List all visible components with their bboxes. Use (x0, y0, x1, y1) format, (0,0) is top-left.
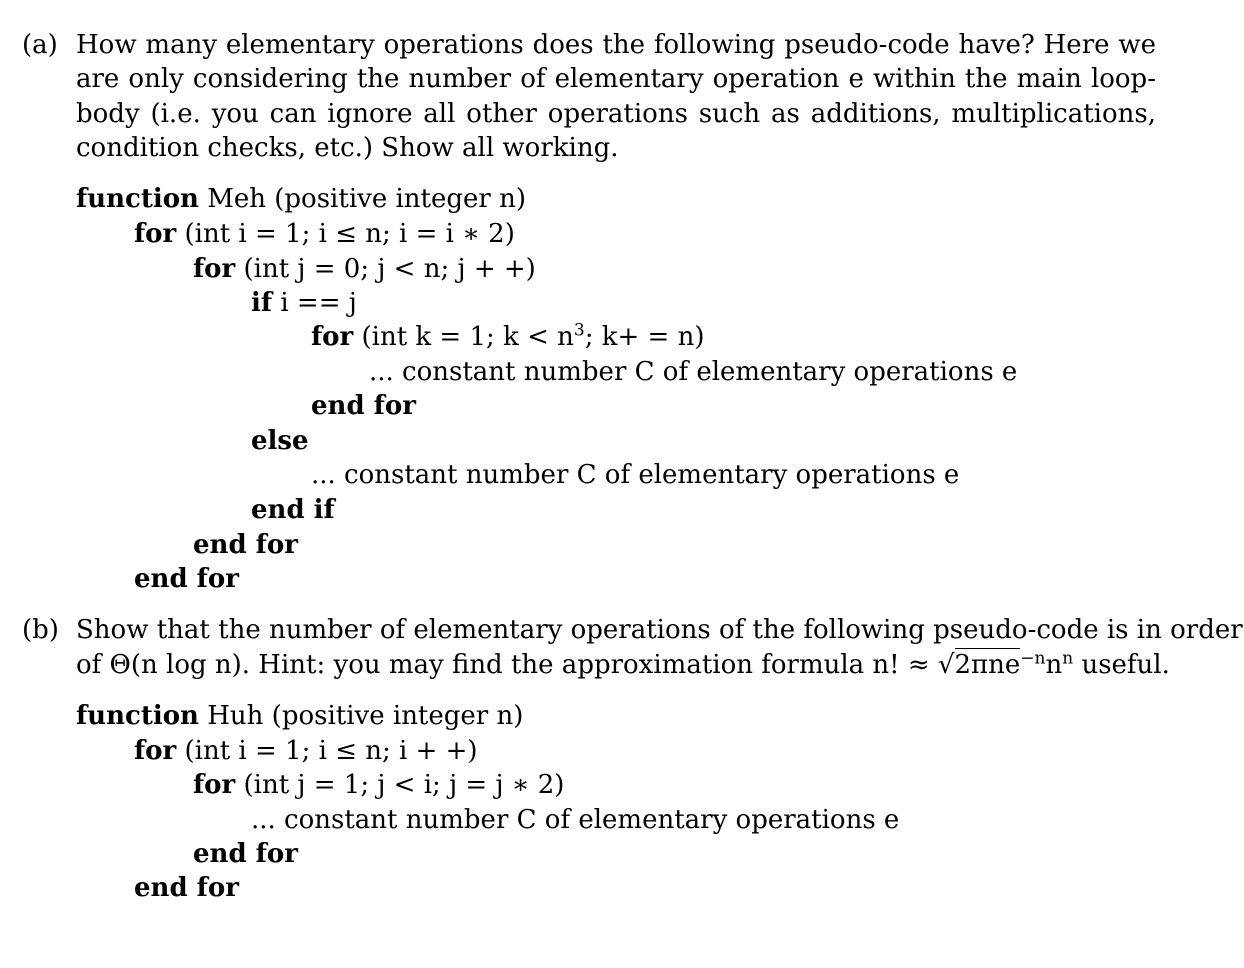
for-keyword: for (193, 254, 236, 284)
meh-outer-loop (134, 217, 515, 251)
meh-middle-loop (193, 252, 536, 286)
loop-header-start: (int k = 1; k < n (361, 322, 574, 352)
part-b-label: (b) (22, 615, 59, 645)
loop-header: (int j = 1; j < i; j = j ∗ 2) (243, 770, 565, 800)
part-b-line1: Show that the number of elementary operations of the following pseudo-code is in order (76, 615, 1243, 645)
meh-inner-body: ... constant number C of elementary operations e (369, 357, 1018, 387)
meh-signature (76, 182, 526, 216)
hint-text: of Θ(n log n). Hint: you may find the approximation formula n! ≈ (76, 650, 938, 680)
hint-tail: useful. (1073, 650, 1170, 680)
if-condition: i == j (280, 288, 357, 318)
function-name: Huh (207, 701, 264, 731)
for-keyword: for (134, 736, 177, 766)
meh-end-for-inner: end for (311, 391, 416, 421)
loop-header: (int j = 0; j < n; j + +) (243, 254, 536, 284)
loop-header: (int i = 1; i ≤ n; i + +) (184, 736, 478, 766)
sqrt-expression: √2πne (937, 650, 1021, 680)
exponent-neg-n: −n (1020, 648, 1046, 669)
function-keyword: function (76, 184, 199, 214)
huh-signature (76, 699, 523, 733)
huh-inner-loop (193, 768, 564, 802)
meh-inner-loop (311, 320, 704, 354)
huh-outer-loop (134, 734, 478, 768)
function-param: (positive integer n) (274, 184, 526, 214)
sqrt-body: 2πne (954, 650, 1021, 680)
function-name: Meh (207, 184, 266, 214)
meh-end-for-middle: end for (193, 530, 298, 560)
huh-inner-body: ... constant number C of elementary operations e (251, 805, 900, 835)
meh-if-line (251, 286, 357, 320)
if-keyword: if (251, 288, 273, 318)
exponent-n: n (1062, 648, 1074, 669)
meh-else: else (251, 426, 309, 456)
meh-end-for-outer: end for (134, 564, 239, 594)
for-keyword: for (311, 322, 354, 352)
for-keyword: for (193, 770, 236, 800)
part-b-line2 (76, 648, 1170, 682)
for-keyword: for (134, 219, 177, 249)
part-a-question: How many elementary operations does the following pseudo-code have? Here we are only considering the number of elementary operation e within the main loop-body (i.e. you can ignore all other operations such as additions, multiplications, condition checks, etc.) Show all working. (76, 30, 1156, 163)
part-a-label: (a) (22, 30, 58, 60)
meh-else-body: ... constant number C of elementary operations e (311, 460, 960, 490)
huh-end-for-inner: end for (193, 839, 298, 869)
n-base: n (1045, 650, 1063, 680)
loop-header: (int i = 1; i ≤ n; i = i ∗ 2) (184, 219, 515, 249)
function-param: (positive integer n) (271, 701, 524, 731)
function-keyword: function (76, 701, 199, 731)
huh-end-for-outer: end for (134, 873, 239, 903)
meh-end-if: end if (251, 495, 335, 525)
exponent: 3 (573, 320, 585, 341)
loop-header-end: ; k+ = n) (584, 322, 705, 352)
